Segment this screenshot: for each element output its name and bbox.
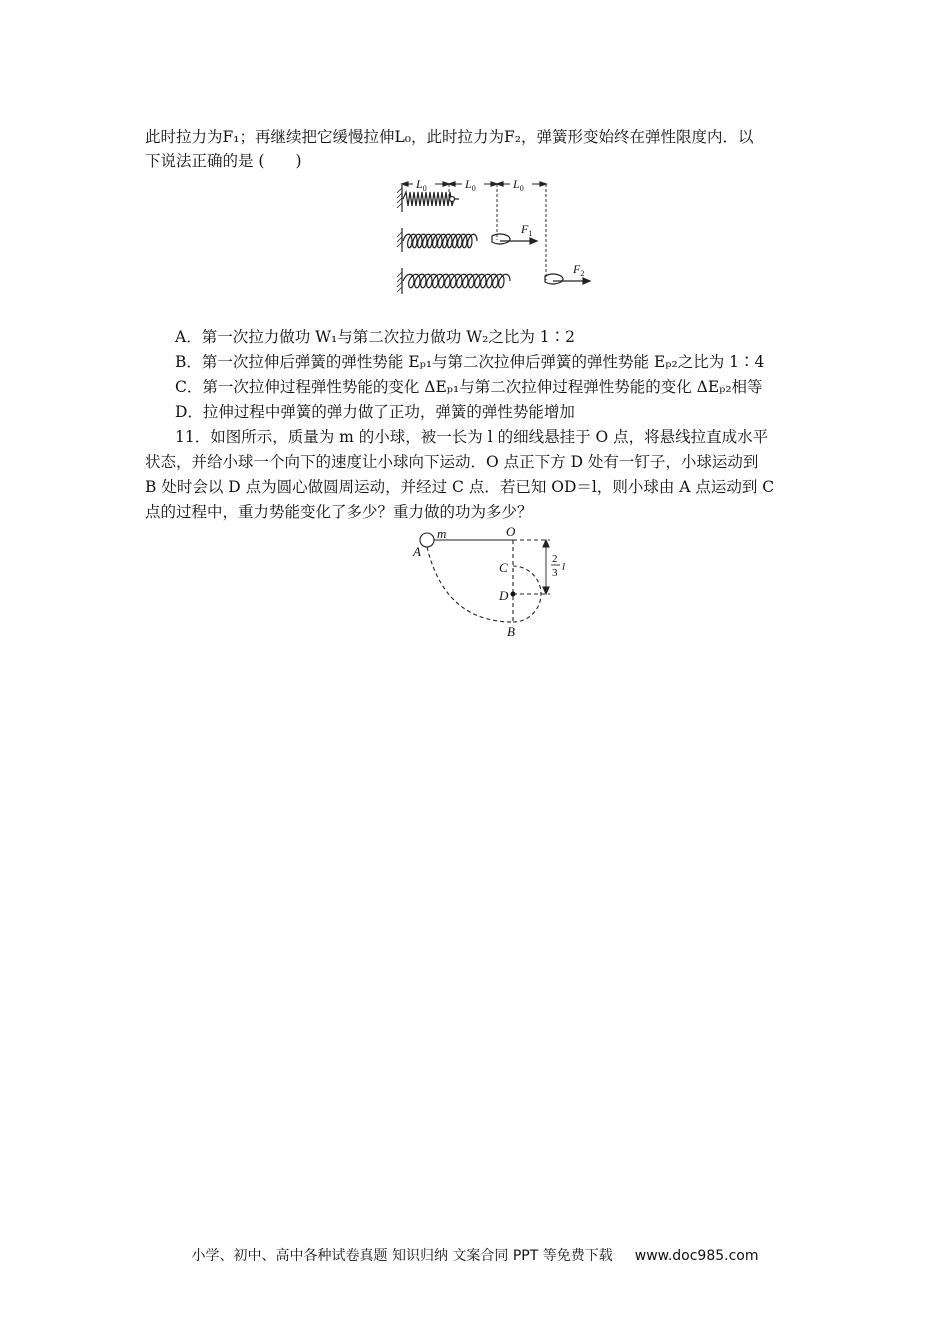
- label-B: B: [507, 624, 515, 639]
- q11-line2: 状态，并给小球一个向下的速度让小球向下运动．O 点正下方 D 处有一钉子，小球运动到: [145, 453, 759, 471]
- label-two-thirds-l: [551, 553, 565, 579]
- label-A: A: [413, 544, 421, 559]
- label-O: O: [506, 524, 516, 539]
- q10-stem-line2: 下说法正确的是 ( ): [145, 152, 302, 170]
- label-D: D: [499, 588, 509, 603]
- q11-line4: 点的过程中，重力势能变化了多少？重力做的功为多少？: [145, 503, 533, 521]
- label-L0-2: $L_0$: [465, 177, 476, 193]
- page-footer: [0, 1245, 950, 1265]
- label-L0-1: $L_0$: [416, 177, 427, 193]
- q11-line1: 11．如图所示，质量为 m 的小球，被一长为 l 的细线悬挂于 O 点，将悬线拉直成水平: [175, 428, 769, 446]
- svg-text:3: 3: [552, 567, 558, 579]
- q10-option-b: B．第一次拉伸后弹簧的弹性势能 Eₚ₁与第二次拉伸后弹簧的弹性势能 Eₚ₂之比为 1∶4: [175, 353, 765, 371]
- label-F1: $F_1$: [521, 222, 533, 238]
- label-F2: $F_2$: [573, 262, 585, 278]
- q11-line3: B 处时会以 D 点为圆心做圆周运动，并经过 C 点．若已知 OD＝l，则小球由 A 点运动到 C: [145, 478, 775, 496]
- q10-option-d: D．拉伸过程中弹簧的弹力做了正功，弹簧的弹性势能增加: [175, 403, 575, 421]
- q10-option-c: C．第一次拉伸过程弹性势能的变化 ΔEₚ₁与第二次拉伸过程弹性势能的变化 ΔEₚ₂相等: [175, 378, 763, 396]
- footer-text: 小学、初中、高中各种试卷真题 知识归纳 文案合同 PPT 等免费下载: [191, 1248, 613, 1264]
- svg-text:2: 2: [552, 553, 558, 565]
- footer-url[interactable]: www.doc985.com: [634, 1248, 759, 1264]
- svg-text:l: l: [562, 561, 566, 573]
- q10-stem-line1: 此时拉力为F₁；再继续把它缓慢拉伸L₀，此时拉力为F₂，弹簧形变始终在弹性限度内．以: [145, 128, 754, 146]
- label-L0-3: $L_0$: [513, 177, 524, 193]
- q10-option-a: A．第一次拉力做功 W₁与第二次拉力做功 W₂之比为 1∶2: [175, 328, 575, 346]
- label-C: C: [499, 560, 508, 575]
- label-m: m: [437, 526, 447, 541]
